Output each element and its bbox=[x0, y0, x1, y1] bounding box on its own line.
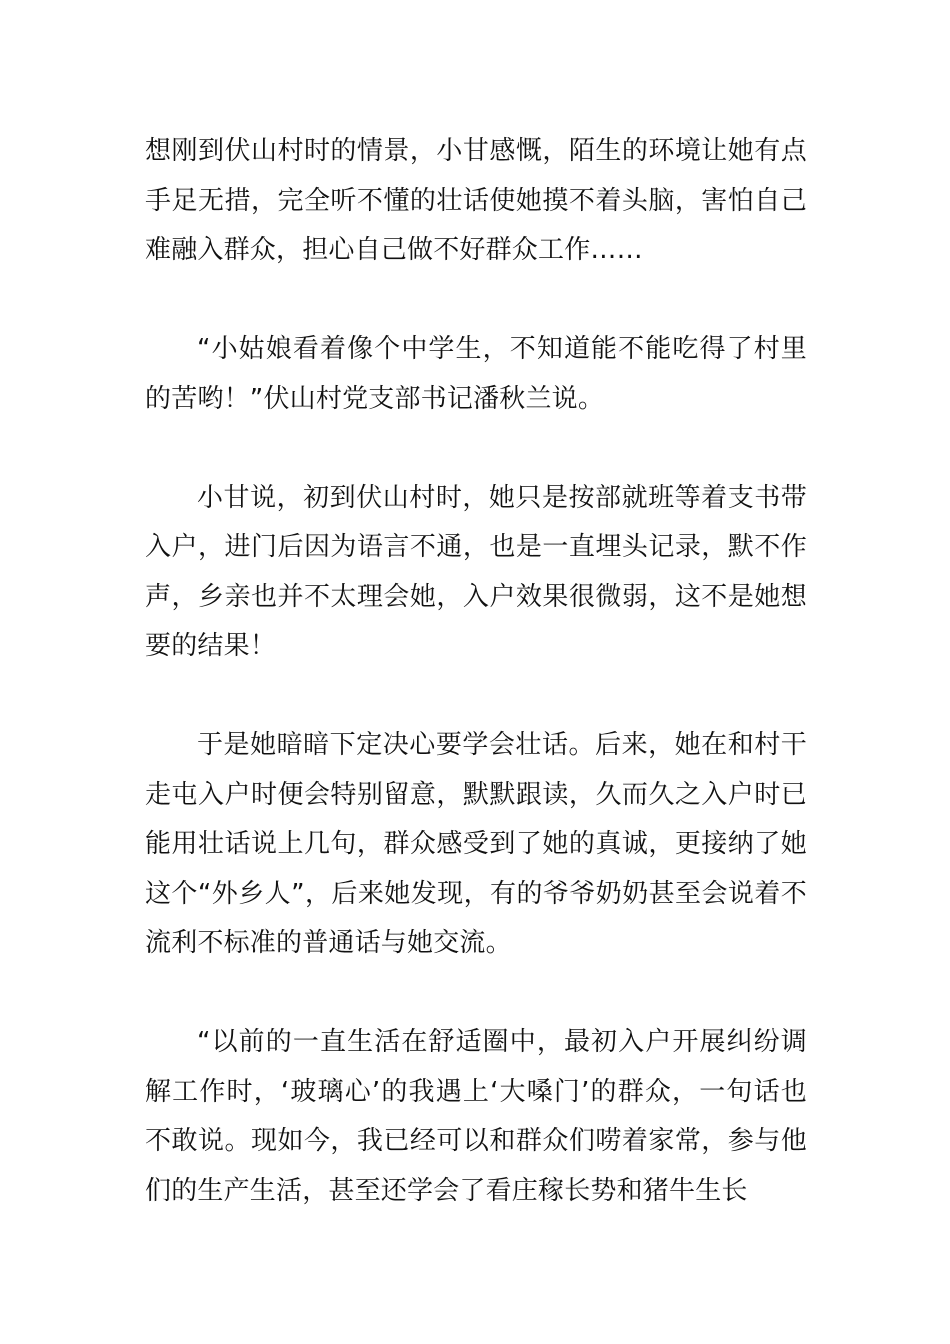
paragraph-3: 小甘说，初到伏山村时，她只是按部就班等着支书带入户，进门后因为语言不通，也是一直埋头记录，默不作声，乡亲也并不太理会她，入户效果很微弱，这不是她想要的结果！ bbox=[145, 482, 807, 661]
paragraph-gap bbox=[145, 672, 807, 722]
paragraph-4: 于是她暗暗下定决心要学会壮话。后来，她在和村干走屯入户时便会特别留意，默默跟读，久而久之入户时已能用壮话说上几句，群众感受到了她的真诚，更接纳了她这个“外乡人”，后来她发现，有的爷爷奶奶甚至会说着不流利不标准的普通话与她交流。 bbox=[145, 730, 807, 958]
paragraph-gap bbox=[145, 424, 807, 474]
paragraph-gap bbox=[145, 969, 807, 1019]
paragraph-gap bbox=[145, 276, 807, 326]
paragraph-5: “以前的一直生活在舒适圈中，最初入户开展纠纷调解工作时，‘玻璃心’的我遇上‘大嗓门’的群众，一句话也不敢说。现如今，我已经可以和群众们唠着家常，参与他们的生产生活，甚至还学会了看庄稼长势和猪牛生长 bbox=[145, 1027, 807, 1206]
article-body bbox=[145, 127, 807, 1216]
paragraph-1: 想刚到伏山村时的情景，小甘感慨，陌生的环境让她有点手足无措，完全听不懂的壮话使她摸不着头脑，害怕自己难融入群众，担心自己做不好群众工作…… bbox=[145, 136, 807, 265]
paragraph-2: “小姑娘看着像个中学生，不知道能不能吃得了村里的苦哟！”伏山村党支部书记潘秋兰说。 bbox=[145, 334, 807, 414]
